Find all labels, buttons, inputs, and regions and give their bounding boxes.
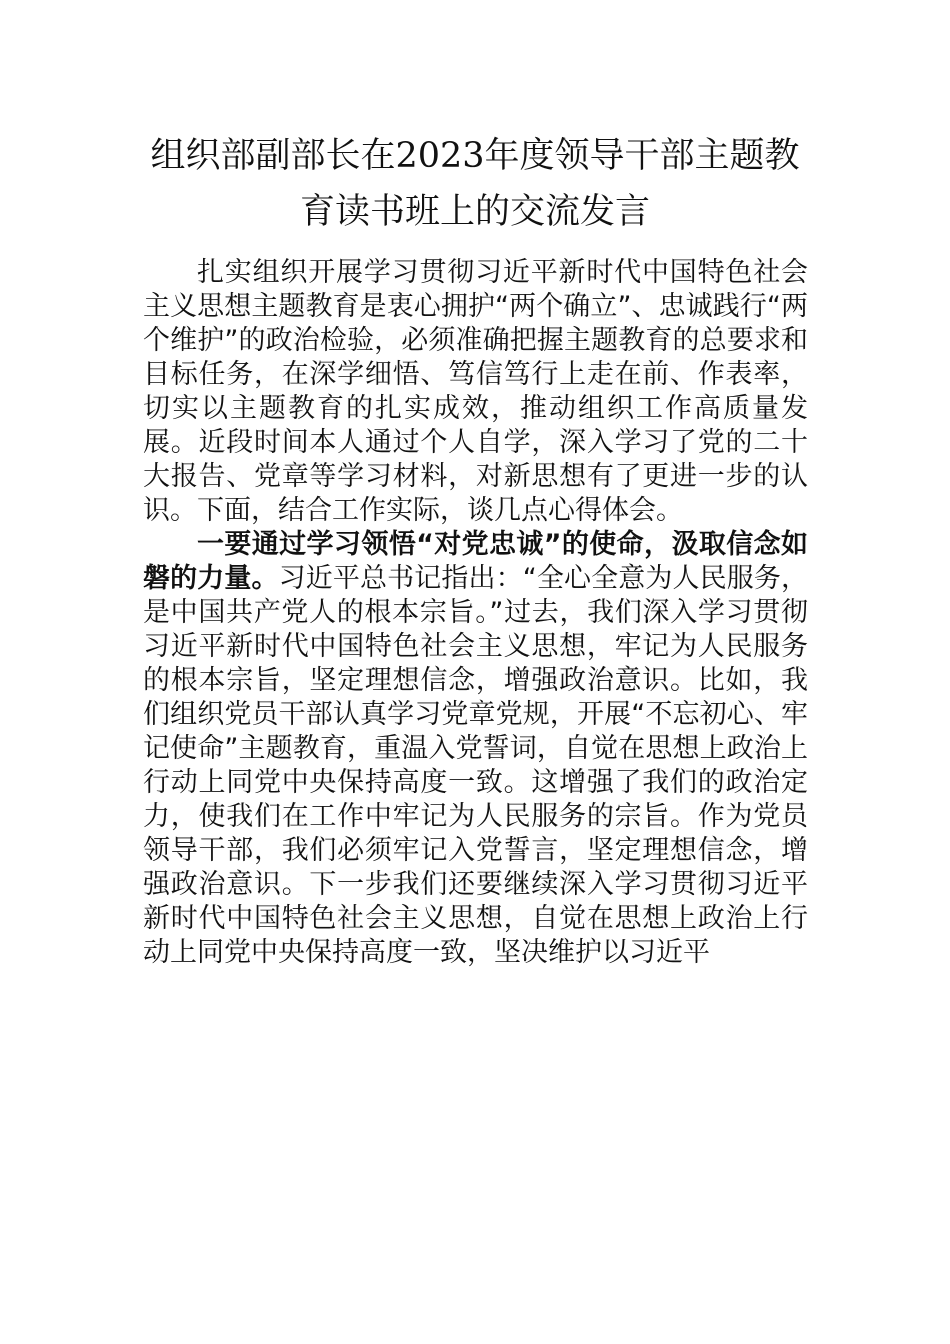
paragraph-point-one	[143, 528, 808, 970]
document-title	[120, 128, 830, 240]
title-line-1: 组织部副部长在2023年度领导干部主题教	[150, 136, 800, 176]
title-line-2: 育读书班上的交流发言	[299, 192, 650, 232]
paragraph-point-one-heading: 一要通过学习领悟“对党忠诚”的使命，汲取信念如磐的力量。	[143, 529, 808, 594]
paragraph-intro: 扎实组织开展学习贯彻习近平新时代中国特色社会主义思想主题教育是衷心拥护“两个确立”、忠诚践行“两个维护”的政治检验，必须准确把握主题教育的总要求和目标任务，在深学细悟、笃信笃行上走在前、作表率，切实以主题教育的扎实成效，推动组织工作高质量发展。近段时间本人通过个人自学，深入学习了党的二十大报告、党章等学习材料，对新思想有了更进一步的认识。下面，结合工作实际，谈几点心得体会。	[143, 257, 808, 526]
document-body	[143, 256, 808, 970]
paragraph-point-one-text: 习近平总书记指出：“全心全意为人民服务，是中国共产党人的根本宗旨。”过去，我们深入学习贯彻习近平新时代中国特色社会主义思想，牢记为人民服务的根本宗旨，坚定理想信念，增强政治意识。比如，我们组织党员干部认真学习党章党规，开展“不忘初心、牢记使命”主题教育，重温入党誓词，自觉在思想上政治上行动上同党中央保持高度一致。这增强了我们的政治定力，使我们在工作中牢记为人民服务的宗旨。作为党员领导干部，我们必须牢记入党誓言，坚定理想信念，增强政治意识。下一步我们还要继续深入学习贯彻习近平新时代中国特色社会主义思想，自觉在思想上政治上行动上同党中央保持高度一致，坚决维护以习近平	[143, 563, 808, 968]
